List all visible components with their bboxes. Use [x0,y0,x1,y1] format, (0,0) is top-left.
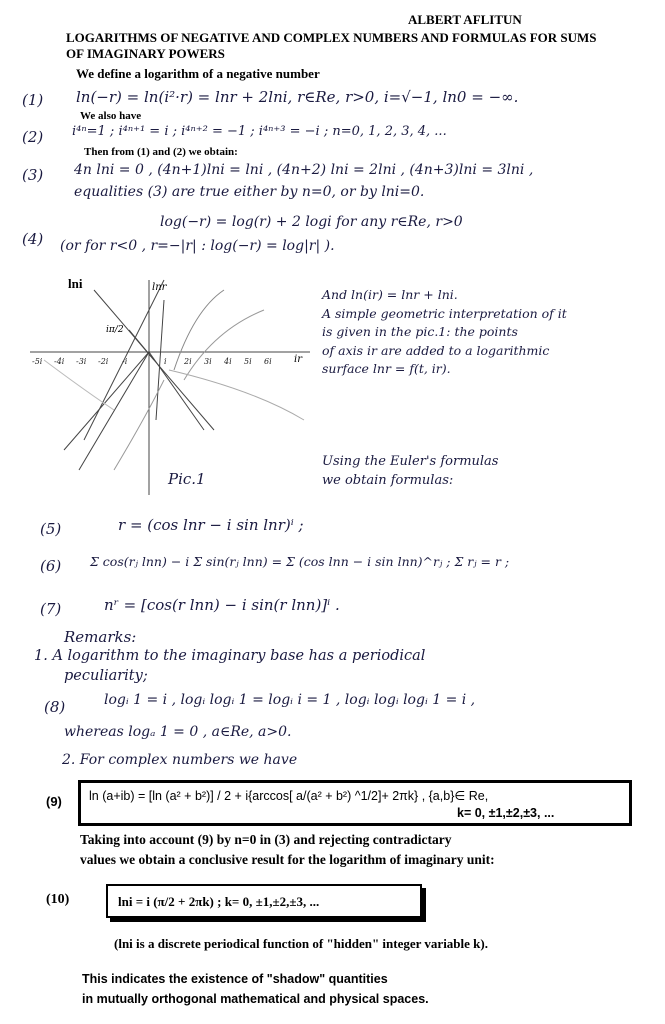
remark-2: 2. For complex numbers we have [62,752,298,768]
tick-label: 2i [184,357,192,366]
eq3-number: (3) [22,166,44,184]
tick-label: -3i [76,357,87,366]
also-text: We also have [80,110,142,122]
euler-text [322,452,498,490]
footnote: (lni is a discrete periodical function of "hidden" integer variable k). [114,936,488,951]
figure-description-line: surface lnr = f(t, ir). [322,361,451,376]
author: ALBERT AFLITUN [408,12,522,27]
tick-label: -i [122,357,128,366]
equation-4-note: (or for r<0 , r=−|r| : log(−r) = log|r| ). [60,238,335,254]
equation-10: lni = i (π/2 + 2πk) ; k= 0, ±1,±2,±3, ... [118,894,320,909]
equation-5: r = (cos lnr − i sin lnr)ⁱ ; [118,516,304,534]
eq5-number: (5) [40,520,62,538]
tick-label: -4i [54,357,65,366]
equation-4: log(−r) = log(r) + 2 logi for any r∈Re, r>0 [160,214,463,230]
equation-3-note: equalities (3) are true either by n=0, or by lni=0. [74,184,425,200]
equation-9-line2: k= 0, ±1,±2,±3, ... [457,806,555,820]
figure-description-line: A simple geometric interpretation of it [322,305,567,321]
remark-1-cont: peculiarity; [64,668,148,684]
equation-10-box [106,884,422,918]
intro-text: We define a logarithm of a negative number [76,66,320,81]
equation-3: 4n lni = 0 , (4n+1)lni = lni , (4n+2) lni = 2lni , (4n+3)lni = 3lni , [74,162,534,178]
eq2-number: (2) [22,128,44,146]
final-line-2: in mutually orthogonal mathematical and physical spaces. [82,992,429,1006]
tick-label: -5i [32,357,43,366]
eq9-number: (9) [46,794,62,809]
tick-label: 5i [244,357,252,366]
conclusion-line-2: values we obtain a conclusive result for the logarithm of imaginary unit: [80,852,495,867]
remark-1: 1. A logarithm to the imaginary base has a periodical [34,648,426,664]
figure-axis-top-label: lnr [152,282,167,293]
figure-description-line: And ln(ir) = lnr + lni. [322,287,458,302]
equation-9-line1: ln (a+ib) = [ln (a² + b²)] / 2 + i{arccos[ a/(a² + b²) ^1/2]+ 2πk} , {a,b}∈ Re, [89,789,489,803]
equation-6: Σ cos(rⱼ lnn) − i Σ sin(rⱼ lnn) = Σ (cos lnn − i sin lnn)^rⱼ ; Σ rⱼ = r ; [90,554,510,569]
euler-line: we obtain formulas: [322,473,454,488]
figure-y-label: lni [68,276,83,291]
figure-description [322,286,567,379]
then-text: Then from (1) and (2) we obtain: [84,146,238,158]
conclusion-line-1: Taking into account (9) by n=0 in (3) and rejecting contradictary [80,832,452,847]
eq10-number: (10) [46,892,70,907]
eq4-number: (4) [22,230,44,248]
equation-9-box [78,780,632,826]
eq7-number: (7) [40,600,62,618]
tick-label: 6i [264,357,272,366]
figure-pi-label: iπ/2 [106,325,124,335]
pic-1-figure [24,270,314,500]
remarks-title: Remarks: [64,628,137,646]
title-line-2: OF IMAGINARY POWERS [66,46,225,61]
figure-caption: Pic.1 [168,470,206,488]
euler-line: Using the Euler's formulas [322,454,499,469]
figure-description-line: of axis ir are added to a logarithmic [322,342,550,358]
equation-2: i⁴ⁿ=1 ; i⁴ⁿ⁺¹ = i ; i⁴ⁿ⁺² = −1 ; i⁴ⁿ⁺³ = −i ; n=0, 1, 2, 3, 4, ... [72,124,447,139]
eq8-number: (8) [44,698,66,716]
eq1-number: (1) [22,91,44,109]
figure-description-line: is given in the pic.1: the points [322,324,518,339]
equation-8-whereas: whereas logₐ 1 = 0 , a∈Re, a>0. [64,724,292,740]
final-line-1: This indicates the existence of "shadow" quantities [82,972,388,986]
equation-8: logᵢ 1 = i , logᵢ logᵢ 1 = logᵢ i = 1 , logᵢ logᵢ logᵢ 1 = i , [104,692,476,708]
tick-label: i [164,357,167,366]
tick-label: -2i [98,357,109,366]
equation-7: nʳ = [cos(r lnn) − i sin(r lnn)]ⁱ . [104,596,340,614]
equation-1: ln(−r) = ln(i²·r) = lnr + 2lni, r∈Re, r>0, i=√−1, ln0 = −∞. [76,88,519,106]
title-line-1: LOGARITHMS OF NEGATIVE AND COMPLEX NUMBERS AND FORMULAS FOR SUMS [66,30,597,45]
tick-label: 3i [204,357,212,366]
figure-x-label: ir [294,354,302,365]
tick-label: 4i [224,357,232,366]
eq6-number: (6) [40,557,62,575]
